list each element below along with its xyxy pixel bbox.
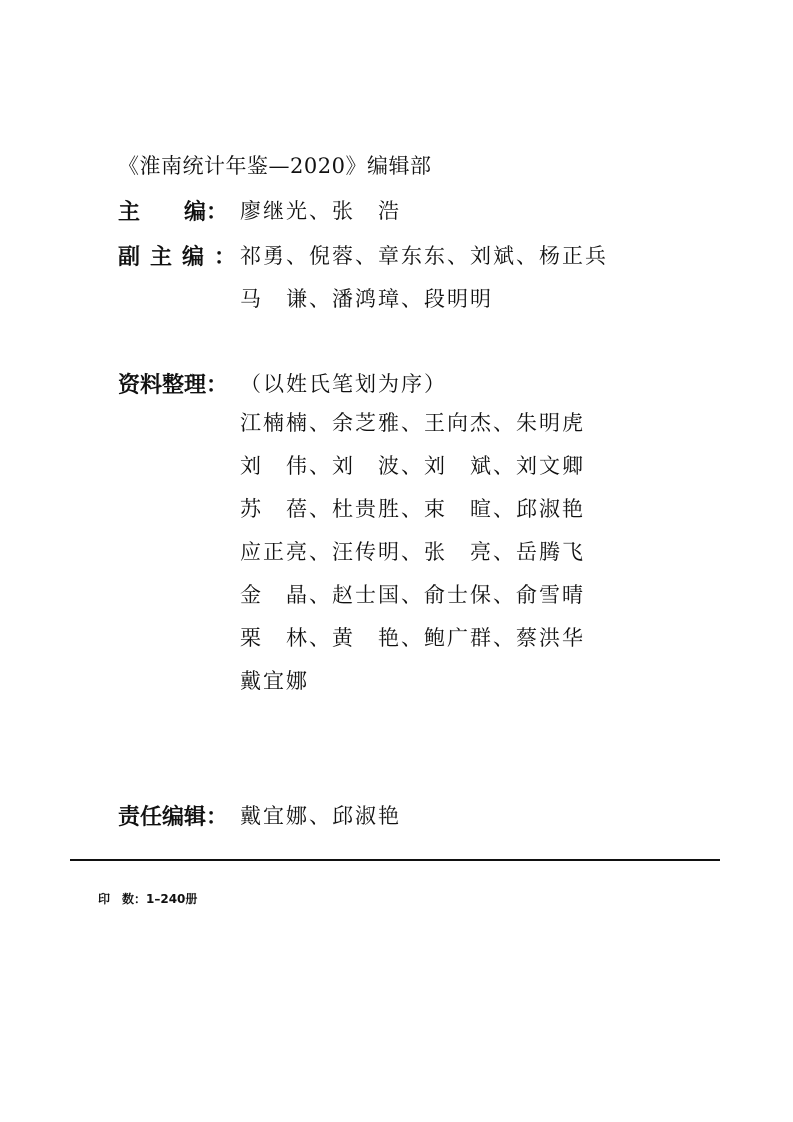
editor-in-chief-label-a: 主	[118, 200, 141, 225]
list-item: 江楠楠、余芝雅、王向杰、朱明虎	[240, 411, 585, 435]
responsible-editor-names: 戴宜娜、邱淑艳	[240, 804, 401, 828]
deputy-editors-label: 副主编：	[118, 245, 247, 270]
data-organizers-label: 资料整理：	[118, 373, 229, 398]
print-run: 印 数：1–240册	[98, 892, 198, 906]
editor-in-chief-label	[118, 195, 228, 226]
editor-in-chief-label-b: 编：	[184, 200, 229, 225]
ordering-note: （以姓氏笔划为序）	[240, 372, 447, 396]
list-item: 应正亮、汪传明、张 亮、岳腾飞	[240, 540, 585, 564]
list-item: 刘 伟、刘 波、刘 斌、刘文卿	[240, 454, 585, 478]
data-organizers-list	[240, 410, 585, 711]
deputy-editors-line-1: 祁勇、倪蓉、章东东、刘斌、杨正兵	[240, 244, 608, 268]
editor-in-chief-names: 廖继光、张 浩	[240, 199, 401, 223]
list-item: 栗 林、黄 艳、鲍广群、蔡洪华	[240, 626, 585, 650]
list-item: 苏 蓓、杜贵胜、束 暄、邱淑艳	[240, 497, 585, 521]
horizontal-divider	[70, 859, 720, 861]
page-title: 《淮南统计年鉴—2020》编辑部	[118, 154, 432, 178]
list-item: 金 晶、赵士国、俞士保、俞雪晴	[240, 583, 585, 607]
responsible-editor-label: 责任编辑：	[118, 805, 229, 830]
deputy-editors-line-2: 马 谦、潘鸿璋、段明明	[240, 287, 493, 311]
list-item: 戴宜娜	[240, 669, 309, 693]
